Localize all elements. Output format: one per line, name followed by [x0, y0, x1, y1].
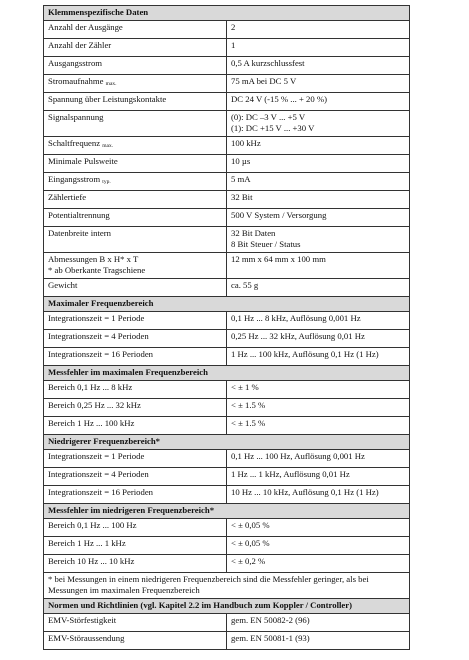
- row-label: EMV-Störaussendung: [44, 632, 227, 650]
- table-row: [44, 111, 410, 137]
- section-header: [44, 6, 410, 21]
- section-title-klemmen: Klemmenspezifische Daten: [44, 6, 410, 21]
- row-label: Integrationszeit = 16 Perioden: [44, 348, 227, 366]
- row-value: 0,1 Hz ... 100 Hz, Auflösung 0,001 Hz: [227, 450, 410, 468]
- row-value-line2: (1): DC +15 V ... +30 V: [231, 123, 315, 133]
- row-value: (0): DC –3 V ... +5 V: [231, 112, 306, 122]
- row-value: 10 Hz ... 10 kHz, Auflösung 0,1 Hz (1 Hz): [227, 486, 410, 504]
- table-row: [44, 312, 410, 330]
- row-label: Bereich 10 Hz ... 10 kHz: [44, 555, 227, 573]
- row-label: Bereich 0,1 Hz ... 8 kHz: [44, 381, 227, 399]
- row-value-line2: 8 Bit Steuer / Status: [231, 239, 301, 249]
- row-value: < ± 0,05 %: [227, 519, 410, 537]
- table-row: [44, 417, 410, 435]
- table-row: [44, 93, 410, 111]
- row-label: Integrationszeit = 1 Periode: [44, 450, 227, 468]
- table-row: [44, 468, 410, 486]
- row-value-cell: [227, 227, 410, 253]
- table-row: [44, 39, 410, 57]
- row-label-subscript: typ.: [102, 179, 111, 185]
- row-value: 0,25 Hz ... 32 kHz, Auflösung 0,01 Hz: [227, 330, 410, 348]
- section-header: [44, 366, 410, 381]
- row-label: Potentialtrennung: [44, 209, 227, 227]
- row-value: 0,1 Hz ... 8 kHz, Auflösung 0,001 Hz: [227, 312, 410, 330]
- table-row: [44, 279, 410, 297]
- row-value: 1 Hz ... 100 kHz, Auflösung 0,1 Hz (1 Hz): [227, 348, 410, 366]
- table-row: [44, 75, 410, 93]
- row-label: Stromaufnahme: [48, 76, 104, 86]
- row-label-cell: [44, 137, 227, 155]
- row-value: 12 mm x 64 mm x 100 mm: [227, 253, 410, 279]
- table-row: [44, 632, 410, 650]
- row-value: < ± 1.5 %: [227, 417, 410, 435]
- row-label-cell: [44, 253, 227, 279]
- row-value: 1: [227, 39, 410, 57]
- row-label: Bereich 0,25 Hz ... 32 kHz: [44, 399, 227, 417]
- footnote-row: [44, 573, 410, 599]
- section-header: [44, 504, 410, 519]
- row-value: < ± 1 %: [227, 381, 410, 399]
- row-label: Integrationszeit = 1 Periode: [44, 312, 227, 330]
- row-value: < ± 1.5 %: [227, 399, 410, 417]
- row-value: gem. EN 50081-1 (93): [227, 632, 410, 650]
- row-label: Signalspannung: [44, 111, 227, 137]
- row-value: 32 Bit: [227, 191, 410, 209]
- row-label: Anzahl der Zähler: [44, 39, 227, 57]
- table-row: [44, 537, 410, 555]
- section-title-normen: Normen und Richtlinien (vgl. Kapitel 2.2 im Handbuch zum Koppler / Controller): [44, 599, 410, 614]
- section-title-max-freq: Maximaler Frequenzbereich: [44, 297, 410, 312]
- table-row: [44, 57, 410, 75]
- row-label: Ausgangsstrom: [44, 57, 227, 75]
- table-row: [44, 155, 410, 173]
- row-label-subscript: max.: [102, 143, 114, 149]
- row-value: ca. 55 g: [227, 279, 410, 297]
- table-row: [44, 209, 410, 227]
- table-row: [44, 381, 410, 399]
- row-value: 5 mA: [227, 173, 410, 191]
- row-label: Minimale Pulsweite: [44, 155, 227, 173]
- specs-sheet: [43, 5, 410, 650]
- section-title-mess-low: Messfehler im niedrigeren Frequenzbereich*: [44, 504, 410, 519]
- row-value: 1 Hz ... 1 kHz, Auflösung 0,01 Hz: [227, 468, 410, 486]
- row-label: Abmessungen B x H* x T: [48, 254, 139, 264]
- row-value: 32 Bit Daten: [231, 228, 276, 238]
- row-value: 100 kHz: [227, 137, 410, 155]
- table-row: [44, 137, 410, 155]
- spec-table: [43, 5, 410, 650]
- row-label: Zählertiefe: [44, 191, 227, 209]
- row-value: 0,5 A kurzschlussfest: [227, 57, 410, 75]
- row-label: EMV-Störfestigkeit: [44, 614, 227, 632]
- row-label-line2: * ab Oberkante Tragschiene: [48, 265, 146, 275]
- row-label: Gewicht: [44, 279, 227, 297]
- row-value: 75 mA bei DC 5 V: [227, 75, 410, 93]
- table-row: [44, 253, 410, 279]
- section-title-low-freq: Niedrigerer Frequenzbereich*: [44, 435, 410, 450]
- row-label: Bereich 0,1 Hz ... 100 Hz: [44, 519, 227, 537]
- row-label-cell: [44, 173, 227, 191]
- row-label: Integrationszeit = 4 Perioden: [44, 468, 227, 486]
- footnote: * bei Messungen in einem niedrigeren Frequenzbereich sind die Messfehler geringer, als bei Messungen im maximalen Frequenzbereich: [44, 573, 410, 599]
- section-header: [44, 297, 410, 312]
- row-value-cell: [227, 111, 410, 137]
- row-value: 10 µs: [227, 155, 410, 173]
- table-row: [44, 486, 410, 504]
- row-value: 2: [227, 21, 410, 39]
- row-label: Spannung über Leistungskontakte: [44, 93, 227, 111]
- table-row: [44, 555, 410, 573]
- row-label: Integrationszeit = 4 Perioden: [44, 330, 227, 348]
- table-row: [44, 191, 410, 209]
- row-label: Datenbreite intern: [44, 227, 227, 253]
- section-header: [44, 599, 410, 614]
- section-header: [44, 435, 410, 450]
- table-row: [44, 21, 410, 39]
- table-row: [44, 450, 410, 468]
- row-label-cell: [44, 75, 227, 93]
- section-title-mess-max: Messfehler im maximalen Frequenzbereich: [44, 366, 410, 381]
- table-row: [44, 173, 410, 191]
- table-row: [44, 614, 410, 632]
- row-label: Integrationszeit = 16 Perioden: [44, 486, 227, 504]
- table-row: [44, 330, 410, 348]
- row-label: Bereich 1 Hz ... 1 kHz: [44, 537, 227, 555]
- row-label: Schaltfrequenz: [48, 138, 101, 148]
- row-label-subscript: max.: [105, 81, 117, 87]
- row-value: 500 V System / Versorgung: [227, 209, 410, 227]
- row-label: Anzahl der Ausgänge: [44, 21, 227, 39]
- table-row: [44, 399, 410, 417]
- row-value: DC 24 V (-15 % ... + 20 %): [227, 93, 410, 111]
- row-value: < ± 0,05 %: [227, 537, 410, 555]
- row-value: < ± 0,2 %: [227, 555, 410, 573]
- row-label: Bereich 1 Hz ... 100 kHz: [44, 417, 227, 435]
- row-label: Eingangsstrom: [48, 174, 101, 184]
- row-value: gem. EN 50082-2 (96): [227, 614, 410, 632]
- table-row: [44, 348, 410, 366]
- table-row: [44, 519, 410, 537]
- table-row: [44, 227, 410, 253]
